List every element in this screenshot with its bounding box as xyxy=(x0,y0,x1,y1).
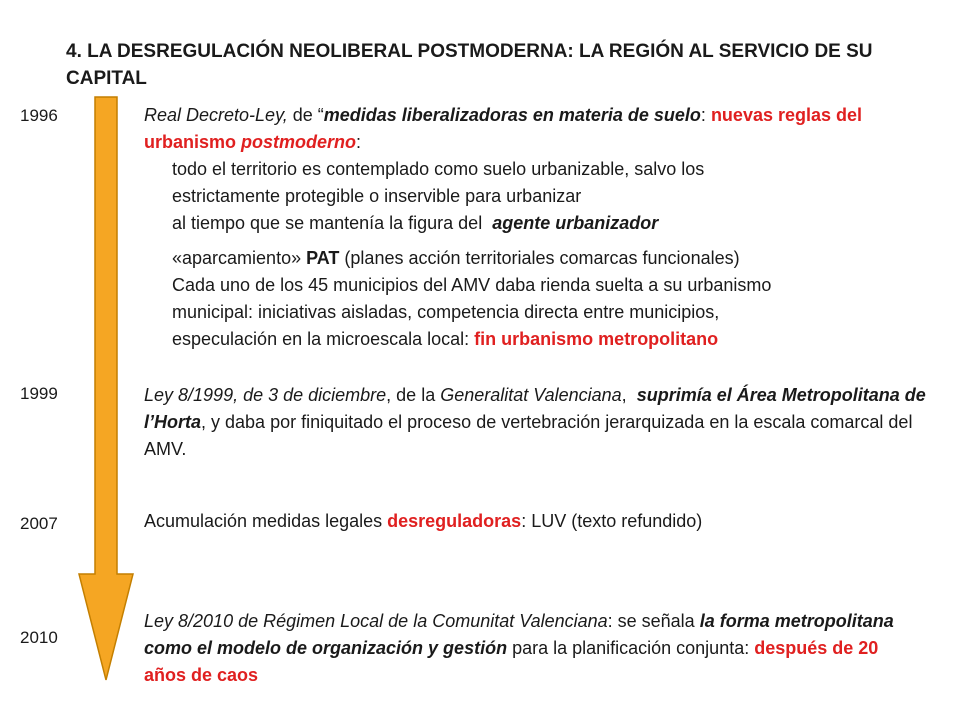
bullet-item-2: al tiempo que se mantenía la figura del agente urbanizador xyxy=(172,213,659,233)
timeline-arrow xyxy=(78,96,134,682)
bullet-item-1: todo el territorio es contemplado como suelo urbanizable, salvo los xyxy=(172,159,705,179)
slide-title: 4. LA DESREGULACIÓN NEOLIBERAL POSTMODERNA: LA REGIÓN AL SERVICIO DE SU CAPITAL xyxy=(66,41,873,89)
block-1999: Ley 8/1999, de 3 de diciembre, de la Generalitat Valenciana, suprimía el Área Metropolitana de l’Horta, y daba por finiquitado el proceso de vertebración jerarquizada en la escala comarcal del AMV. xyxy=(144,385,926,459)
block-1996-intro: Real Decreto-Ley, de “medidas liberalizadoras en materia de suelo: nuevas reglas del urbanismo postmoderno: xyxy=(144,105,863,152)
bullet-item-4-cont2: especulación en la microescala local: fin urbanismo metropolitano xyxy=(172,329,719,349)
year-1996: 1996 xyxy=(20,106,58,125)
bullet-item-4-cont: municipal: iniciativas aisladas, competencia directa entre municipios, xyxy=(172,302,720,322)
block-2007: Acumulación medidas legales desreguladoras: LUV (texto refundido) xyxy=(144,511,703,531)
bullet-item-1-cont: estrictamente protegible o inservible para urbanizar xyxy=(172,186,582,206)
year-1999: 1999 xyxy=(20,384,58,403)
timeline-arrow-shape xyxy=(79,97,133,680)
block-2010: Ley 8/2010 de Régimen Local de la Comunitat Valenciana: se señala la forma metropolitana como el modelo de organización y gestión para la planificación conjunta: después de 20 años de caos xyxy=(144,611,894,685)
bullet-item-4: Cada uno de los 45 municipios del AMV daba rienda suelta a su urbanismo xyxy=(172,275,772,295)
bullet-item-3: «aparcamiento» PAT (planes acción territoriales comarcas funcionales) xyxy=(172,248,740,268)
block-1996 xyxy=(144,102,954,353)
year-2010: 2010 xyxy=(20,628,58,647)
year-2007: 2007 xyxy=(20,514,58,533)
